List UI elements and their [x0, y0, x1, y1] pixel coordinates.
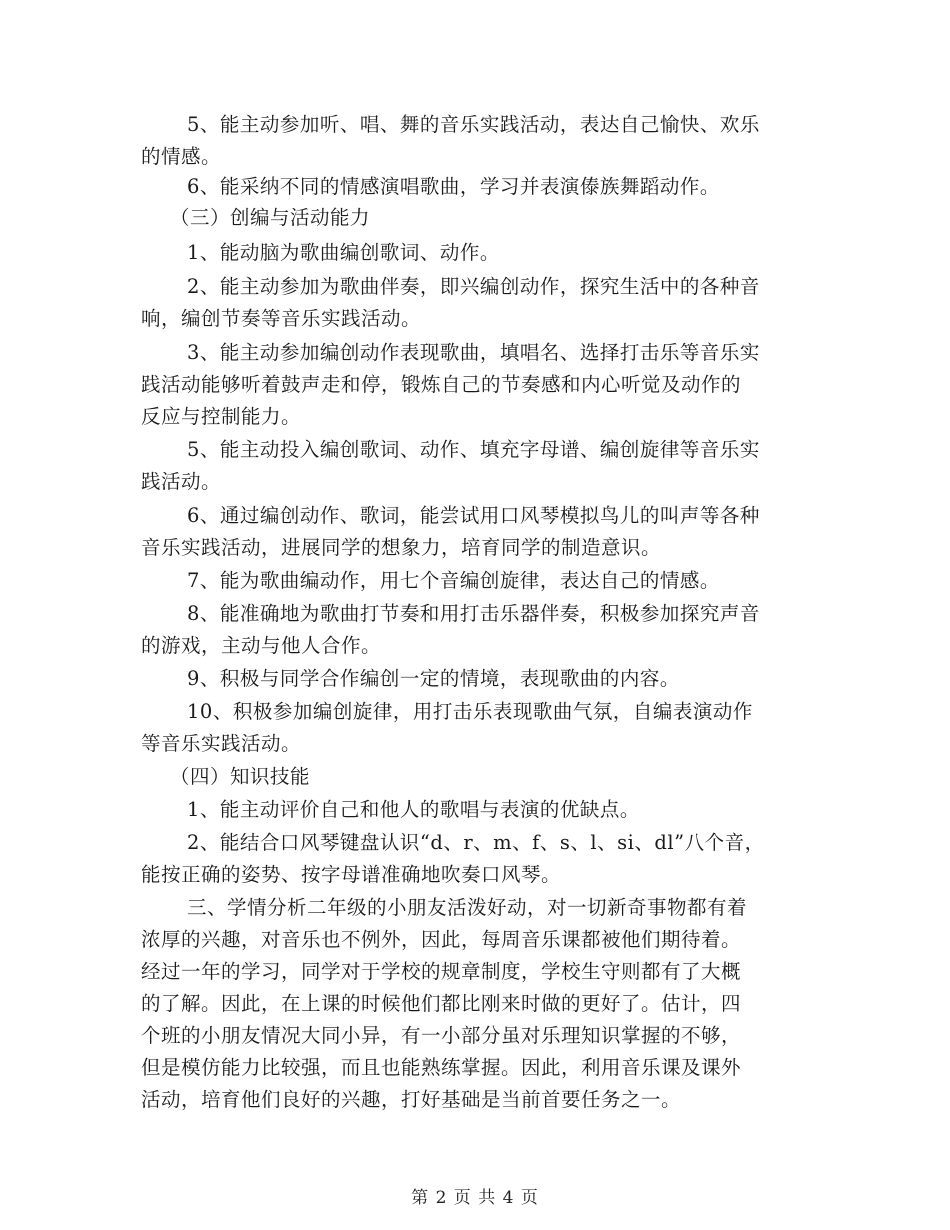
- text-line: 2、能结合口风琴键盘认识“d、r、m、f、s、l、si、dl”八个音，: [187, 831, 765, 854]
- section-heading: （三）创编与活动能力: [170, 206, 371, 229]
- text-line: 5、能主动投入编创歌词、动作、填充字母谱、编创旋律等音乐实: [187, 438, 760, 461]
- text-line: 2、能主动参加为歌曲伴奏，即兴编创动作，探究生活中的各种音: [187, 275, 760, 298]
- text-line: 经过一年的学习，同学对于学校的规章制度，学校生守则都有了大概: [141, 960, 742, 983]
- text-line: 的情感。: [141, 145, 222, 168]
- text-line: 践活动。: [141, 470, 222, 493]
- text-line: 7、能为歌曲编动作，用七个音编创旋律，表达自己的情感。: [187, 569, 720, 592]
- text-line: 5、能主动参加听、唱、舞的音乐实践活动，表达自己愉快、欢乐: [187, 113, 760, 136]
- text-line: 3、能主动参加编创动作表现歌曲，填唱名、选择打击乐等音乐实: [187, 341, 760, 364]
- text-line: 1、能动脑为歌曲编创歌词、动作。: [187, 241, 500, 264]
- text-line: 浓厚的兴趣，对音乐也不例外，因此，每周音乐课都被他们期待着。: [141, 928, 742, 951]
- text-line: 音乐实践活动，进展同学的想象力，培育同学的制造意识。: [141, 536, 662, 559]
- page-number-footer: 第 2 页 共 4 页: [411, 1188, 539, 1208]
- text-line: 个班的小朋友情况大同小异，有一小部分虽对乐理知识掌握的不够，: [141, 1024, 742, 1047]
- text-line: 的了解。因此，在上课的时候他们都比刚来时做的更好了。估计，四: [141, 992, 742, 1015]
- text-line: 活动，培育他们良好的兴趣，打好基础是当前首要任务之一。: [141, 1088, 682, 1111]
- text-line: 能按正确的姿势、按字母谱准确地吹奏口风琴。: [141, 863, 562, 886]
- text-line: 等音乐实践活动。: [141, 732, 302, 755]
- section-heading: （四）知识技能: [170, 765, 311, 788]
- text-line: 的游戏，主动与他人合作。: [141, 634, 382, 657]
- text-line: 三、学情分析二年级的小朋友活泼好动，对一切新奇事物都有着: [187, 896, 748, 919]
- text-line: 6、能采纳不同的情感演唱歌曲，学习并表演傣族舞蹈动作。: [187, 175, 720, 198]
- text-line: 反应与控制能力。: [141, 405, 302, 428]
- text-line: 10、积极参加编创旋律，用打击乐表现歌曲气氛，自编表演动作: [187, 700, 753, 723]
- text-line: 8、能准确地为歌曲打节奏和用打击乐器伴奏，积极参加探究声音: [187, 602, 760, 625]
- text-line: 响，编创节奏等音乐实践活动。: [141, 307, 422, 330]
- text-line: 6、通过编创动作、歌词，能尝试用口风琴模拟鸟儿的叫声等各种: [187, 504, 760, 527]
- text-line: 1、能主动评价自己和他人的歌唱与表演的优缺点。: [187, 798, 640, 821]
- text-line: 践活动能够听着鼓声走和停，锻炼自己的节奏感和内心听觉及动作的: [141, 373, 742, 396]
- text-line: 但是模仿能力比较强，而且也能熟练掌握。因此，利用音乐课及课外: [141, 1056, 742, 1079]
- text-line: 9、积极与同学合作编创一定的情境，表现歌曲的内容。: [187, 667, 680, 690]
